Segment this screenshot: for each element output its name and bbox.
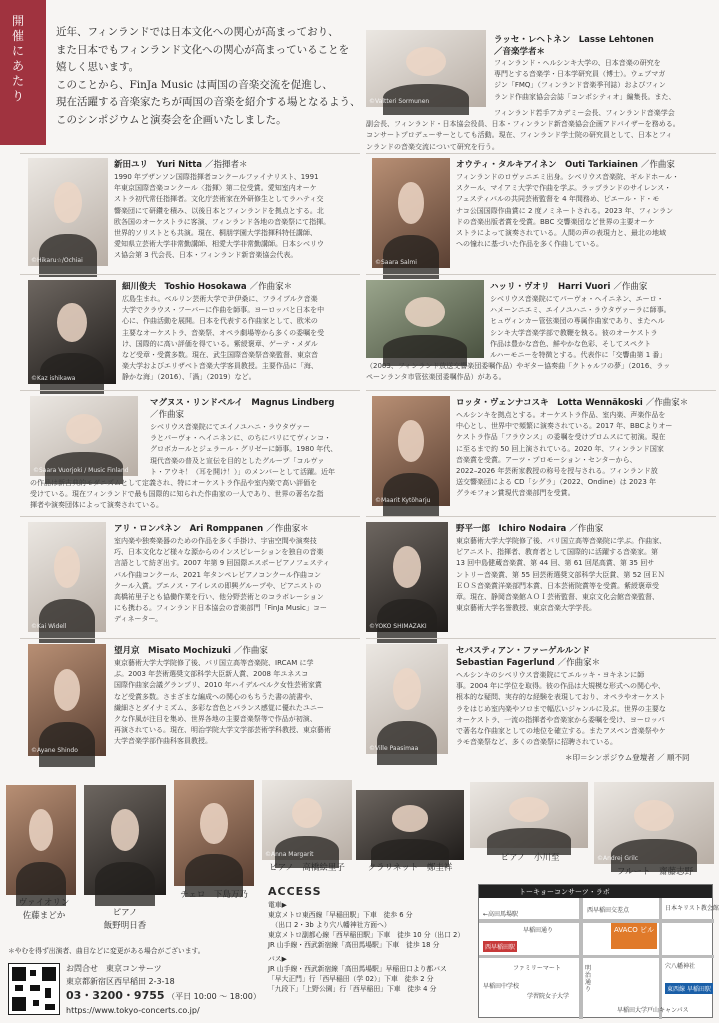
profile-role-text: ／作曲家 xyxy=(569,524,604,534)
profile-role-text: ／作曲家 xyxy=(233,646,268,656)
performer-name: 下島万乃 xyxy=(213,890,248,900)
bio-line: ントリー音楽賞、第 55 回芸術選奨文部科学大臣賞、第 52 回ＥＮ xyxy=(456,570,665,579)
profile-name-text: 細川俊夫 Toshio Hosokawa xyxy=(122,282,247,292)
bio-line: ＥＯＳ音楽賞洋楽部門本賞、日本芸術院賞等を受賞。紫綬褒章受 xyxy=(456,581,659,590)
contact-phone[interactable]: 03・3200・9755 xyxy=(66,989,165,1002)
map-label: 日本キリスト教会館 xyxy=(665,905,719,912)
bio-line: フィンランドのロヴァニエミ出身。シベリウス音楽院、ギルドホール・ xyxy=(456,173,679,181)
profile-role-text: ／作曲家＊ xyxy=(645,398,689,408)
profile-bio xyxy=(150,422,362,480)
bio-line: 高橋祐里子とも協働作業を行い、他分野芸術とのコラボレーション xyxy=(114,593,324,602)
profile-bio-continued xyxy=(366,361,716,385)
bio-line: など受章・受賞多数。現在、武生国際音楽祭音楽監督、東京音 xyxy=(122,351,318,360)
divider xyxy=(20,390,360,391)
bio-line: にも携わる。フィンランド日本協会の音楽部門「FinJa Music」コー xyxy=(114,604,327,613)
photo-credit: ©Andrej Grilc xyxy=(597,855,639,862)
bio-line: 国際作曲家会議グランプリ、2010 年ハイデルベルク女性芸術家賞 xyxy=(114,681,322,690)
profile-role-text: ／作曲家 xyxy=(613,282,648,292)
bio-line: ヘルシンキを拠点とする。オーケストラ作品、室内楽、声楽作品を xyxy=(456,411,666,419)
bio-line: 大学音楽学部作曲科客員教授。 xyxy=(114,737,212,746)
bio-line: 副会長、フィンランド・日本協会役員、日本・フィンランド新音楽協会企画アドバイザーを務める。 xyxy=(366,120,680,129)
portrait-sebastian-fagerlund xyxy=(366,644,448,754)
map-label: 早稲田大学戸山キャンパス xyxy=(617,1007,689,1014)
contact-address: 東京都新宿区西早稲田 2-3-18 xyxy=(66,977,175,986)
bio-line: ヒュヴィンカー管弦楽団の専属作曲家であり、またヘル xyxy=(490,317,665,326)
bio-line: スクール、マイアミ大学で作曲を学ぶ。ラップランドのサイレンス・ xyxy=(456,184,672,193)
bio-line: ぶ。2003 年芸術選奨文部科学大臣新人賞、2008 年ユネスコ xyxy=(114,670,309,679)
bio-line: 東京藝術大学大学院修了後、パリ国立高等音楽院、IRCAM に学 xyxy=(114,659,314,667)
photo-credit: ©YOKO SHIMAZAKI xyxy=(369,623,427,630)
station-nishi-waseda: 西早稲田駅 xyxy=(483,941,517,952)
bio-line: 繊細さとダイナミズム、多彩な音色とバランス感覚に優れたユニー xyxy=(114,703,324,712)
profile-name-text: Sebastian Fagerlund xyxy=(456,658,555,668)
bio-line: 心に、作曲活動を展開。日本を代表する作曲家として、欧米の xyxy=(122,317,318,326)
map-label: ファミリーマート xyxy=(513,965,561,972)
portrait-yuri-nitta xyxy=(28,158,108,266)
intro-section xyxy=(0,0,365,145)
bio-line: グロボカールとジェラール・グリゼーに師事。1980 年代、 xyxy=(150,445,338,454)
bio-line: への憧れに基づいた作品を多く作曲している。 xyxy=(456,240,603,249)
bio-line: ストラ初代常任指揮者。文化庁芸術家在外研修生としてラハティ交 xyxy=(114,195,324,204)
profile-role-text: ／音楽学者＊ xyxy=(494,47,546,57)
bio-line: 根本的な疑問、実存的な経験を表現しており、オペラやオーケスト xyxy=(456,693,666,702)
portrait-ichiro-nodaira xyxy=(366,522,448,632)
performer-instrument: ピアノ xyxy=(500,853,526,863)
divider xyxy=(20,153,360,154)
photo-credit: ©Anna Margarit xyxy=(265,851,314,858)
bio-line: ラモ音楽祭など、多くの音楽祭に招聘されている。 xyxy=(456,738,617,747)
bio-line: 響楽団にて研鑽を積み、以後日本とフィンランドを拠点とする。北 xyxy=(114,206,324,215)
bio-line: で著名な作曲家としての地位を確立する。またアスペン音楽祭やケ xyxy=(456,727,666,736)
profile-name-text: ハッリ・ヴオリ Harri Vuori xyxy=(490,282,611,292)
bio-line: 送交響楽団による CD「シグラ」（2022、Ondine）は 2023 年 xyxy=(456,478,657,487)
divider xyxy=(366,638,716,639)
symposium-note: ＊印＝シンポジウム登壇者 ／ 順不同 xyxy=(565,753,690,762)
bio-line: コンサートプロデューサーとしても活動。現在、フィンランド学士院の研究員として、日本とフィ xyxy=(366,131,673,140)
map-road xyxy=(659,898,662,1019)
access-line: バス▶ xyxy=(268,955,287,963)
performer-instrument: ヴァイオリン xyxy=(18,898,70,908)
qr-code[interactable] xyxy=(8,963,60,1015)
performer-name: 飯野明日香 xyxy=(103,921,147,931)
venue-map[interactable] xyxy=(478,884,719,1018)
map-label: ←高田馬場駅 xyxy=(483,911,519,918)
bio-line: 巧、日本文化など様々な源からのインスピレーションを独自の音楽 xyxy=(114,548,324,557)
performer-name: 鄭圭祥 xyxy=(426,863,453,873)
map-label: 学習院女子大学 xyxy=(527,993,570,1000)
photo-credit: ©Maarit Kytöharju xyxy=(375,497,431,504)
photo-credit: ©Ayane Shindo xyxy=(31,747,78,754)
intro-side-banner xyxy=(0,0,46,145)
bio-line: フィンランド若手アカデミー会長、フィンランド音楽学会 xyxy=(494,109,675,117)
bio-line: の作品は新古典的モダニズムとして定義され、特にオーケストラ作品や室内楽で高い評価を xyxy=(30,479,318,487)
profile-name xyxy=(150,396,334,408)
performer-photo xyxy=(262,780,352,860)
access-section xyxy=(268,885,474,1017)
bio-line: ラをはじめ室内楽やソロまで幅広いジャンルに及ぶ。世界の主要な xyxy=(456,704,666,713)
bio-line: ト・アウキ！（耳を開け！）」のメンバーとして活躍。近年 xyxy=(150,467,336,476)
performer-name: 佐藤まどか xyxy=(22,911,66,921)
profile-role-text: ／指揮者＊ xyxy=(205,160,248,170)
bio-line: 再演されている。現在、明治学院大学文学部芸術学科教授、東京藝術 xyxy=(114,726,331,735)
performer-instrument: フルート xyxy=(616,867,651,877)
profile-name-text: 望月京 Misato Mochizuki xyxy=(114,646,231,656)
intro-line: このシンポジウムと演奏会を企画いたしました。 xyxy=(56,113,287,126)
bio-line: クール入賞。ブエノス・アイレスの即興グループや、ピアニストの xyxy=(114,581,322,590)
intro-line: このことから、FinJa Music は両国の音楽交流を促進し、 xyxy=(56,78,333,91)
map-label: 西早稲田交差点 xyxy=(587,907,630,914)
bio-line: バル作曲コンクール、2021 年タンペレピアノコンクール作曲コン xyxy=(114,570,322,579)
bio-line: 音楽賞を受賞。アーツ・プロモーション・センターから、 xyxy=(456,455,637,464)
bio-line: ス協会第 3 代会長、日本・フィンランド新音楽協会代表。 xyxy=(114,251,298,260)
profile-bio-continued xyxy=(366,108,716,154)
bio-line: ンランドの音楽交流について研究を行う。 xyxy=(366,142,499,151)
bio-line: 欧各国のオーケストラに客演、フィンランド各地の音楽祭にて指揮。 xyxy=(114,217,331,226)
profile-name-text: ラッセ・レヘトネン Lasse Lehtonen xyxy=(494,35,654,45)
profile-name-text: ロッタ・ヴェンナコスキ Lotta Wennäkoski xyxy=(456,398,643,408)
profile-role xyxy=(150,408,184,420)
access-line: 「早大正門」行「西早稲田（学 02）」下車 徒歩 2 分 xyxy=(268,975,434,983)
access-line: 東京メトロ副都心線「西早稲田駅」下車 徒歩 10 分（出口 2） xyxy=(268,931,465,939)
profile-name-text: セバスティアン・ファーゲルルンド xyxy=(456,646,591,656)
bio-line: シベリウス音楽院にてパーヴォ・ヘイニネン、エーロ・ xyxy=(490,295,664,303)
bio-line: 1990 年ブザンソン国際指揮者コンクールファイナリスト、1991 xyxy=(114,173,319,181)
bio-line: 言語として紡ぎ出す。2007 年第 9 回国際エスポーピアノフェスティ xyxy=(114,559,330,568)
performer-photo xyxy=(84,785,166,895)
profile-bio xyxy=(490,294,716,362)
access-line: 「九段下」「上野公園」行「西早稲田」下車 徒歩 4 分 xyxy=(268,985,437,993)
profile-name xyxy=(114,644,268,656)
profile-role xyxy=(494,45,545,57)
bio-line: 主要なオーケストラ、音楽祭、オペラ劇場等から多くの委嘱を受 xyxy=(122,328,325,337)
intro-side-label: 開催にあたり xyxy=(12,14,25,103)
bio-line: など受賞多数。さまざまな編成への関心のもちうた書の読書や、 xyxy=(114,692,317,701)
venue-marker[interactable]: AVACO ビル xyxy=(611,923,657,949)
profile-role-text: ／作曲家 xyxy=(150,410,185,420)
profile-bio xyxy=(114,658,364,754)
change-notice: ＊やむを得ず出演者、曲目などに変更がある場合がございます。 xyxy=(8,947,205,955)
performer-caption xyxy=(6,897,82,923)
profile-role-text: ／作曲家＊ xyxy=(557,658,601,668)
intro-text xyxy=(56,24,361,129)
contact-url[interactable]: https://www.tokyo-concerts.co.jp/ xyxy=(66,1006,200,1015)
profile-name-latin xyxy=(456,656,600,668)
map-road xyxy=(479,955,714,958)
profile-name-text: オウティ・タルキアイネン Outi Tarkiainen xyxy=(456,160,638,170)
bio-line: 現代音楽の普及と宣伝を目的としたグループ「コルヴァ xyxy=(150,456,325,465)
performer-photo xyxy=(356,790,464,860)
profile-bio xyxy=(114,536,364,632)
profile-name xyxy=(456,644,590,656)
profile-bio xyxy=(114,172,364,268)
performer-photo xyxy=(174,780,254,886)
performer-photo xyxy=(6,785,76,895)
portrait-ari-romppanen xyxy=(28,522,106,632)
bio-line: ジン「FMQ」（フィンランド音楽季刊誌）およびフィン xyxy=(494,81,666,90)
photo-credit: ©Kai Widell xyxy=(31,623,67,630)
profile-bio-continued xyxy=(30,478,364,514)
portrait-magnus-lindberg xyxy=(30,396,138,476)
performer-name: 齋藤志野 xyxy=(659,867,694,877)
bio-line: 広島生まれ。ベルリン芸術大学で尹伊桑に、フライブルク音楽 xyxy=(122,295,318,303)
photo-credit: ©Saara Vuorjoki / Music Finland xyxy=(33,467,129,474)
bio-line: ストラによって演奏されている。人間の声の表現力と、最北の地域 xyxy=(456,229,666,238)
photo-credit: ©Ville Paasimaa xyxy=(369,745,419,752)
bio-line: 室内楽や独奏楽器のための作品を多く手掛け、宇宙空間や演奏技 xyxy=(114,537,317,545)
map-label: 穴八幡神社 xyxy=(665,963,696,970)
bio-line: ケストラ作品「フラウンス」の委嘱を受けプロムスにて初演。現在 xyxy=(456,433,666,442)
divider xyxy=(366,153,716,154)
bio-line: 2022–2026 年芸術家教授の称号を授与される。フィンランド放 xyxy=(456,467,658,476)
performer-caption xyxy=(168,889,260,902)
bio-line: ペーンランタ市管弦楽団委嘱作品）がある。 xyxy=(366,373,506,382)
map-label: 早稲田通り xyxy=(523,927,554,934)
portrait-misato-mochizuki xyxy=(28,644,106,756)
portrait-lotta-wennakoski xyxy=(372,396,450,506)
map-header: トーキョーコンサーツ・ラボ xyxy=(479,885,712,898)
bio-line: ラとパーヴォ・ヘイニネンに、のちにパリにてヴィンコ・ xyxy=(150,434,332,443)
performer-caption xyxy=(256,862,358,875)
portrait-lasse-lehtonen xyxy=(366,30,486,107)
station-waseda: 東西線 早稲田駅 xyxy=(665,983,713,994)
profile-bio xyxy=(494,58,716,108)
photo-credit: ©Kaz ishikawa xyxy=(31,375,76,382)
profile-bio xyxy=(456,410,716,502)
map-label: 早稲田中学校 xyxy=(483,983,520,990)
bio-line: 専門とする音楽学・日本学研究員（博士）。ウェブマガ xyxy=(494,70,666,79)
map-road xyxy=(579,898,583,1019)
portrait-toshio-hosokawa xyxy=(28,280,116,384)
performer-photo xyxy=(594,782,714,864)
bio-line: 静かな海」（2016）、「渦」（2019）など。 xyxy=(122,373,256,382)
bio-line: ドの音楽出版者賞を受賞。BBC 交響楽団など世界の主要オーケ xyxy=(456,217,655,226)
profile-bio xyxy=(456,536,716,620)
profile-name xyxy=(456,522,603,534)
bio-line: シンキ大学音楽学部で教鞭を執る。彼のオーケストラ xyxy=(490,328,658,337)
profile-name xyxy=(122,280,292,292)
bio-line: グラモフォン賞現代音楽部門を受賞。 xyxy=(456,489,575,498)
profile-name xyxy=(490,280,647,292)
profile-name-text: マグヌス・リンドベルイ Magnus Lindberg xyxy=(150,398,335,408)
performer-caption xyxy=(356,862,464,875)
bio-line: 愛知県立芸術大学非常勤講師、相愛大学非常勤講師。日本シベリウ xyxy=(114,240,324,249)
bio-line: 大学でクラウス・フーバーに作曲を師事。ヨーロッパと日本を中 xyxy=(122,306,325,315)
portrait-harri-vuori xyxy=(366,280,484,358)
divider xyxy=(366,390,716,391)
performer-caption xyxy=(84,907,166,933)
bio-line: オーケストラ、一流の指揮者や音楽家から委嘱を受け、ヨーロッパ xyxy=(456,715,665,724)
bio-line: 中心とし、世界中で頻繁に演奏されている。2017 年、BBCよりオー xyxy=(456,422,673,431)
profile-name xyxy=(114,158,248,170)
bio-line: ルハーモニーを特徴とする。代表作に「交響曲第 1 番」 xyxy=(490,351,667,360)
bio-line: ハメーンニエミ、エイノユハニ・ラウタヴァーラに師事。 xyxy=(490,306,671,315)
performer-name: 高橋絵里子 xyxy=(302,863,345,873)
photo-credit: ©Valtteri Sormunen xyxy=(369,98,430,105)
contact-hours: （平日 10:00 ～ 18:00） xyxy=(167,992,261,1001)
bio-line: クな作風が注目を集め、世界各地の主要音楽祭等で作品が初演、 xyxy=(114,715,317,724)
profile-role-text: ／作曲家＊ xyxy=(249,282,293,292)
profile-name-text: 新田ユリ Yuri Nitta xyxy=(114,160,203,170)
bio-line: フィンランド・ヘルシンキ大学の、日本音楽の研究を xyxy=(494,59,661,67)
profile-name xyxy=(456,396,688,408)
bio-line: 揮者や演奏団体によって演奏されている。 xyxy=(30,501,163,510)
bio-line: シベリウス音楽院にてエイノユハニ・ラウタヴァー xyxy=(150,423,310,431)
intro-line: 嬉しく思います。 xyxy=(56,61,140,73)
bio-line: ディネーター。 xyxy=(114,615,163,624)
bio-line: 章。現在、静岡音楽館ＡＯＩ芸術監督、東京文化会館音楽監督、 xyxy=(456,593,659,602)
bio-line: ランド作曲家協会会誌「コンポシティオ」編集長。また、 xyxy=(494,92,676,101)
access-line: （出口 2・3b より穴八幡神社方面へ） xyxy=(268,921,391,929)
access-line: JR 山手線・西武新宿線「高田馬場駅」早稲田口より都バス xyxy=(268,965,447,973)
intro-line: 現在活躍する音楽家たちが両国の音楽を紹介する場となるよう、 xyxy=(56,96,361,108)
bio-line: に至るまで約 50 回上演されている。2020 年、フィンランド国家 xyxy=(456,444,664,453)
profile-bio xyxy=(456,670,716,750)
bio-line: ナコ公国国際作曲賞に 2 度ノミネートされる。2023 年、フィンラン xyxy=(456,206,674,215)
bio-line: け、国際的に高い評価を得ている。紫綬褒章、ゲーテ・メダル xyxy=(122,339,318,348)
access-title: ACCESS xyxy=(268,885,322,898)
map-label: 明治通り xyxy=(585,965,592,993)
profile-name xyxy=(494,33,654,45)
photo-credit: ©Saara Salmi xyxy=(375,259,417,266)
performer-instrument: ピアノ xyxy=(269,863,294,873)
bio-line: 作品は豊かな音色、鮮やかな色彩、そしてスペクト xyxy=(490,339,651,348)
bio-line: フェスティバルの共同芸術監督を 4 年間務め、ピエール・ド・モ xyxy=(456,195,660,204)
profile-name-text: 野平一郎 Ichiro Nodaira xyxy=(456,524,567,534)
access-line: 電車▶ xyxy=(268,901,287,909)
divider xyxy=(366,516,716,517)
contact-heading: お問合せ 東京コンサーツ xyxy=(66,964,162,973)
divider xyxy=(20,638,360,639)
bio-line: 東京藝術大学大学院修了後、パリ国立高等音楽院に学ぶ。作曲家、 xyxy=(456,537,667,545)
profile-role-text: ／作曲家＊ xyxy=(266,524,309,534)
performer-instrument: チェロ xyxy=(180,890,206,900)
photo-credit: ©Hikaru☆/Ochiai xyxy=(31,257,83,264)
bio-line: 年東京国際音楽コンクール〈指揮〉第二位受賞。愛知室内オーケ xyxy=(114,184,317,193)
bio-line: 13 回中島健蔵音楽賞、第 44 回、第 61 回尾高賞、第 35 回サ xyxy=(456,559,655,568)
access-line: JR 山手線・西武新宿線「高田馬場駅」下車 徒歩 18 分 xyxy=(268,941,440,949)
divider xyxy=(366,274,716,275)
map-road xyxy=(479,919,714,923)
performer-caption xyxy=(480,852,580,865)
bio-line: 受けている。現在フィンランドで最も国際的に知られた作曲家の一人であり、世界の著名な指 xyxy=(30,490,324,499)
profile-role-text: ／作曲家 xyxy=(640,160,675,170)
performer-instrument: クラリネット xyxy=(367,863,419,873)
profile-name-text: アリ・ロンパネン Ari Romppanen xyxy=(114,524,264,534)
bio-line: 楽大学およびエリザベト音楽大学客員教授。主要作品に「海、 xyxy=(122,362,318,371)
profile-name xyxy=(456,158,675,170)
performer-photo xyxy=(470,782,588,848)
intro-line: 近年、フィンランドでは日本文化への関心が高まっており、 xyxy=(56,26,339,38)
bio-line: ピアニスト、指揮者、教育者として国際的に活躍する音楽家。第 xyxy=(456,548,659,557)
bio-line: 東京藝術大学名誉教授、東京音楽大学学長。 xyxy=(456,604,596,613)
performer-instrument: ピアノ xyxy=(112,908,138,918)
divider xyxy=(20,274,360,275)
bio-line: （2003、フィンランド放送交響楽団委嘱作品）やギター協奏曲「クトゥルフの夢」（2016、ラッ xyxy=(366,362,671,370)
contact-block xyxy=(66,962,261,1017)
performer-name: 小川至 xyxy=(533,853,560,863)
access-line: 東京メトロ東西線「早稲田駅」下車 徒歩 6 分 xyxy=(268,911,413,919)
bio-line: ヘルシンキのシベリウス音楽院にてエルッキ・ヨキネンに師 xyxy=(456,671,645,679)
performer-caption xyxy=(600,866,710,879)
bio-line: 世界的ソリストとも共演。現在、桐朋学園大学指揮科特任講師、 xyxy=(114,229,317,238)
profile-name xyxy=(114,522,309,534)
bio-line: 事。2004 年に学位を取得。彼の作品は大規模な形式への関心や、 xyxy=(456,682,665,691)
divider xyxy=(20,516,360,517)
portrait-outi-tarkiainen xyxy=(372,158,450,268)
profile-bio xyxy=(122,294,364,386)
intro-line: また日本でもフィンランド文化への関心が高まっていることを xyxy=(56,43,350,56)
profile-bio xyxy=(456,172,716,262)
